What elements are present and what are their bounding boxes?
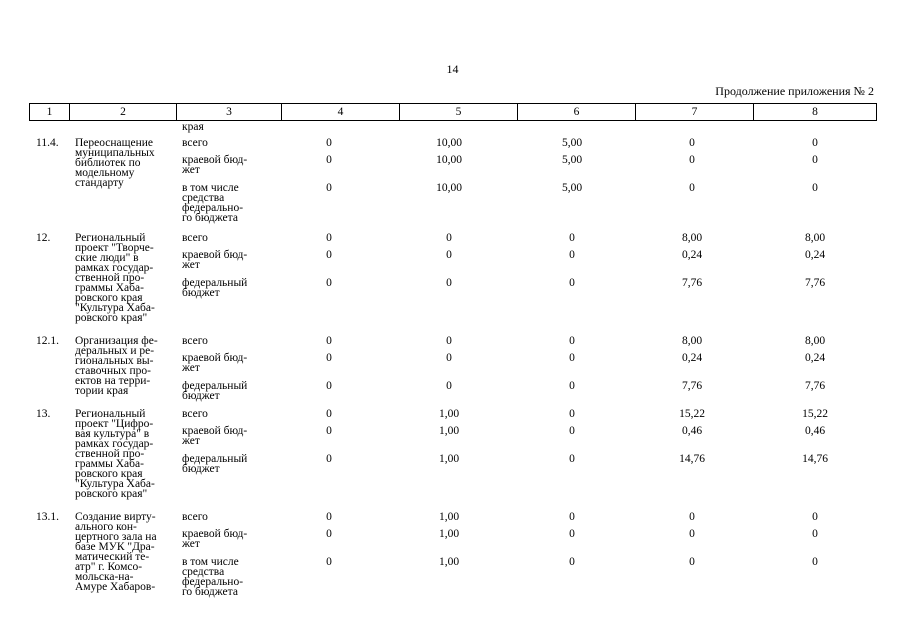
value-cell: 0: [446, 380, 452, 392]
value-cell: 1,00: [438, 556, 460, 568]
value-cell: 0: [326, 528, 332, 540]
value-cell: 0: [812, 137, 818, 149]
page-number: 14: [446, 62, 459, 76]
value-cell: 0: [569, 232, 575, 244]
value-cell: 0: [689, 137, 695, 149]
value-cell: 15,22: [802, 408, 828, 420]
row-number: 12.1.: [36, 335, 59, 347]
funding-source: краевой бюд- жет: [182, 528, 248, 550]
funding-source: всего: [182, 232, 208, 244]
value-cell: 0: [326, 277, 332, 289]
value-cell: 0: [326, 249, 332, 261]
value-cell: 0: [569, 352, 575, 364]
value-cell: 7,76: [804, 277, 826, 289]
funding-source: краевой бюд- жет: [182, 249, 248, 271]
value-cell: 15,22: [679, 408, 705, 420]
column-header-8: 8: [812, 106, 818, 118]
row-name: Создание вирту- ального кон- цертного зала на базе МУК "Дра- матический те- атр" г. Комсо- мольска-на- Амуре Хабаров-: [75, 511, 157, 593]
value-cell: 0: [569, 249, 575, 261]
value-cell: 0: [326, 182, 332, 194]
value-cell: 0: [569, 453, 575, 465]
row-name: Переоснащение муниципальных библиотек по модельному стандарту: [75, 137, 155, 189]
value-cell: 10,00: [436, 154, 462, 166]
row-name: Региональный проект "Цифро- вая культура" в рамках государ- ственной про- граммы Хаба- ровского края "Культура Хаба- ровского края": [75, 408, 155, 500]
value-cell: 0,24: [804, 352, 826, 364]
funding-source: всего: [182, 408, 208, 420]
funding-source: всего: [182, 137, 208, 149]
value-cell: 0: [812, 154, 818, 166]
value-cell: 14,76: [802, 453, 828, 465]
top-fragment-text: края: [182, 121, 204, 133]
value-cell: 0: [446, 277, 452, 289]
value-cell: 0: [689, 154, 695, 166]
value-cell: 0: [326, 335, 332, 347]
row-name: Региональный проект "Творче- ские люди" в рамках государ- ственной про- граммы Хаба- ровского края "Культура Хаба- ровского края": [75, 232, 155, 324]
value-cell: 0: [569, 528, 575, 540]
value-cell: 8,00: [804, 335, 826, 347]
funding-source: федеральный бюджет: [182, 453, 248, 475]
value-cell: 0: [569, 277, 575, 289]
value-cell: 7,76: [681, 277, 703, 289]
value-cell: 1,00: [438, 453, 460, 465]
value-cell: 0: [326, 511, 332, 523]
value-cell: 0: [812, 182, 818, 194]
row-number: 11.4.: [36, 137, 59, 149]
value-cell: 14,76: [679, 453, 705, 465]
column-header-4: 4: [282, 104, 400, 120]
value-cell: 0: [326, 232, 332, 244]
value-cell: 5,00: [561, 182, 583, 194]
funding-source: в том числе средства федерально- го бюджета: [182, 182, 244, 224]
column-header-7: 7: [636, 104, 754, 120]
row-number: 13.: [36, 408, 51, 420]
value-cell: 8,00: [681, 335, 703, 347]
value-cell: 0: [812, 511, 818, 523]
funding-source: федеральный бюджет: [182, 277, 248, 299]
value-cell: 1,00: [438, 511, 460, 523]
value-cell: 0: [812, 528, 818, 540]
value-cell: 10,00: [436, 182, 462, 194]
value-cell: 5,00: [561, 137, 583, 149]
value-cell: 0: [326, 453, 332, 465]
value-cell: 5,00: [561, 154, 583, 166]
value-cell: 0: [446, 249, 452, 261]
value-cell: 0: [569, 335, 575, 347]
value-cell: 0: [569, 511, 575, 523]
funding-source: в том числе средства федерально- го бюджета: [182, 556, 244, 598]
column-header-6: 6: [518, 104, 636, 120]
value-cell: 0: [569, 380, 575, 392]
value-cell: 0,46: [804, 425, 826, 437]
value-cell: 0: [326, 352, 332, 364]
value-cell: 7,76: [681, 380, 703, 392]
value-cell: 0,24: [804, 249, 826, 261]
value-cell: 10,00: [436, 137, 462, 149]
value-cell: 0: [569, 556, 575, 568]
value-cell: 0: [689, 511, 695, 523]
funding-source: краевой бюд- жет: [182, 154, 248, 176]
value-cell: 8,00: [804, 232, 826, 244]
row-number: 12.: [36, 232, 51, 244]
value-cell: 8,00: [681, 232, 703, 244]
value-cell: 1,00: [438, 528, 460, 540]
value-cell: 0: [326, 408, 332, 420]
continuation-label: Продолжение приложения № 2: [715, 84, 874, 98]
column-header-2: 2: [70, 104, 177, 120]
value-cell: 1,00: [438, 408, 460, 420]
funding-source: всего: [182, 511, 208, 523]
value-cell: 0: [446, 335, 452, 347]
column-header-1: 1: [30, 104, 70, 120]
value-cell: 0: [689, 182, 695, 194]
value-cell: 1,00: [438, 425, 460, 437]
value-cell: 0: [569, 408, 575, 420]
value-cell: 0,46: [681, 425, 703, 437]
value-cell: 0: [326, 380, 332, 392]
table-header: [29, 103, 877, 121]
value-cell: 0: [446, 232, 452, 244]
value-cell: 0: [326, 137, 332, 149]
value-cell: 0: [326, 154, 332, 166]
value-cell: 0: [326, 556, 332, 568]
column-header-3: 3: [177, 104, 282, 120]
funding-source: краевой бюд- жет: [182, 425, 248, 447]
row-number: 13.1.: [36, 511, 59, 523]
column-header-5: 5: [400, 104, 518, 120]
value-cell: 0: [812, 556, 818, 568]
funding-source: федеральный бюджет: [182, 380, 248, 402]
value-cell: 0,24: [681, 249, 703, 261]
funding-source: всего: [182, 335, 208, 347]
value-cell: 0: [689, 556, 695, 568]
value-cell: 7,76: [804, 380, 826, 392]
value-cell: 0: [446, 352, 452, 364]
funding-source: краевой бюд- жет: [182, 352, 248, 374]
value-cell: 0: [689, 528, 695, 540]
value-cell: 0,24: [681, 352, 703, 364]
row-name: Организация фе- деральных и ре- гиональных вы- ставочных про- ектов на терри- тории края: [75, 335, 158, 397]
value-cell: 0: [326, 425, 332, 437]
value-cell: 0: [569, 425, 575, 437]
